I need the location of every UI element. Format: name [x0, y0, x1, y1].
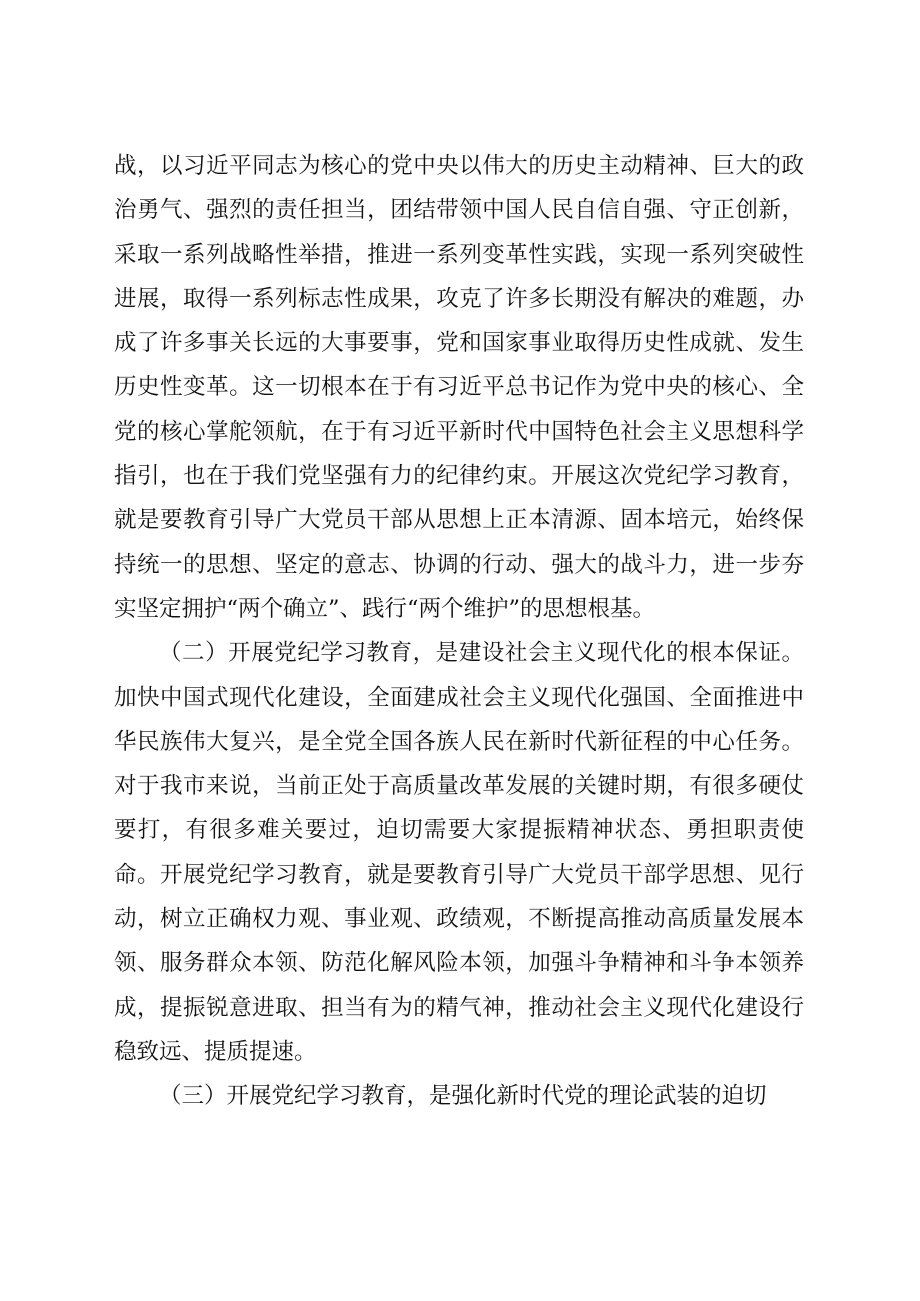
paragraph-2: （二）开展党纪学习教育，是建设社会主义现代化的根本保证。加快中国式现代化建设，全面建成社会主义现代化强国、全面推进中华民族伟大复兴，是全党全国各族人民在新时代新征程的中心任务。对于我市来说，当前正处于高质量改革发展的关键时期，有很多硬仗要打，有很多难关要过，迫切需要大家提振精神状态、勇担职责使命。开展党纪学习教育，就是要教育引导广大党员干部学思想、见行动，树立正确权力观、事业观、政绩观，不断提高推动高质量发展本领、服务群众本领、防范化解风险本领，加强斗争精神和斗争本领养成，提振锐意进取、担当有为的精气神，推动社会主义现代化建设行稳致远、提质提速。 [114, 640, 804, 1065]
paragraph-1: 战，以习近平同志为核心的党中央以伟大的历史主动精神、巨大的政治勇气、强烈的责任担当，团结带领中国人民自信自强、守正创新，采取一系列战略性举措，推进一系列变革性实践，实现一系列突破性进展，取得一系列标志性成果，攻克了许多长期没有解决的难题，办成了许多事关长远的大事要事，党和国家事业取得历史性成就、发生历史性变革。这一切根本在于有习近平总书记作为党中央的核心、全党的核心掌舵领航，在于有习近平新时代中国特色社会主义思想科学指引，也在于我们党坚强有力的纪律约束。开展这次党纪学习教育，就是要教育引导广大党员干部从思想上正本清源、固本培元，始终保持统一的思想、坚定的意志、协调的行动、强大的战斗力，进一步夯实坚定拥护“两个确立”、践行“两个维护”的思想根基。 [114, 153, 804, 622]
paragraph-3: （三）开展党纪学习教育，是强化新时代党的理论武装的迫切 [159, 1083, 767, 1110]
document-body [114, 144, 804, 1119]
